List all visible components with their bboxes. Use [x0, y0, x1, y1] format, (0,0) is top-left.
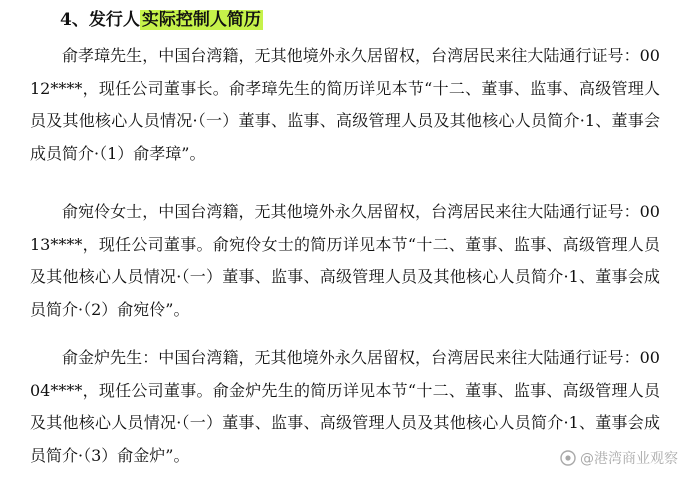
paragraph-yu-jinlu: 俞金炉先生：中国台湾籍，无其他境外永久居留权，台湾居民来往大陆通行证号：0004****，现任公司董事。俞金炉先生的简历详见本节“十二、董事、监事、高级管理人员及其他核心人员情况·（一）董事、监事、高级管理人员及其他核心人员简介·1、董事会成员简介·（3）俞金炉”。: [30, 348, 660, 465]
weibo-eye-icon: [560, 450, 576, 466]
paragraph-yu-wanling: 俞宛伶女士，中国台湾籍，无其他境外永久居留权，台湾居民来往大陆通行证号：0013****，现任公司董事。俞宛伶女士的简历详见本节“十二、董事、监事、高级管理人员及其他核心人员情况·（一）董事、监事、高级管理人员及其他核心人员简介·1、董事会成员简介·（2）俞宛伶”。: [30, 202, 660, 319]
watermark: [560, 448, 678, 468]
heading-highlight: 实际控制人简历: [141, 10, 261, 30]
paragraph-yu-xiaozhang: 俞孝璋先生，中国台湾籍，无其他境外永久居留权，台湾居民来往大陆通行证号：0012****，现任公司董事长。俞孝璋先生的简历详见本节“十二、董事、监事、高级管理人员及其他核心人员情况·（一）董事、监事、高级管理人员及其他核心人员简介·1、董事会成员简介·（1）俞孝璋”。: [30, 46, 660, 163]
watermark-text: @港湾商业观察: [580, 451, 678, 467]
section-heading: [60, 6, 263, 34]
heading-prefix: 4、发行人: [60, 10, 140, 30]
